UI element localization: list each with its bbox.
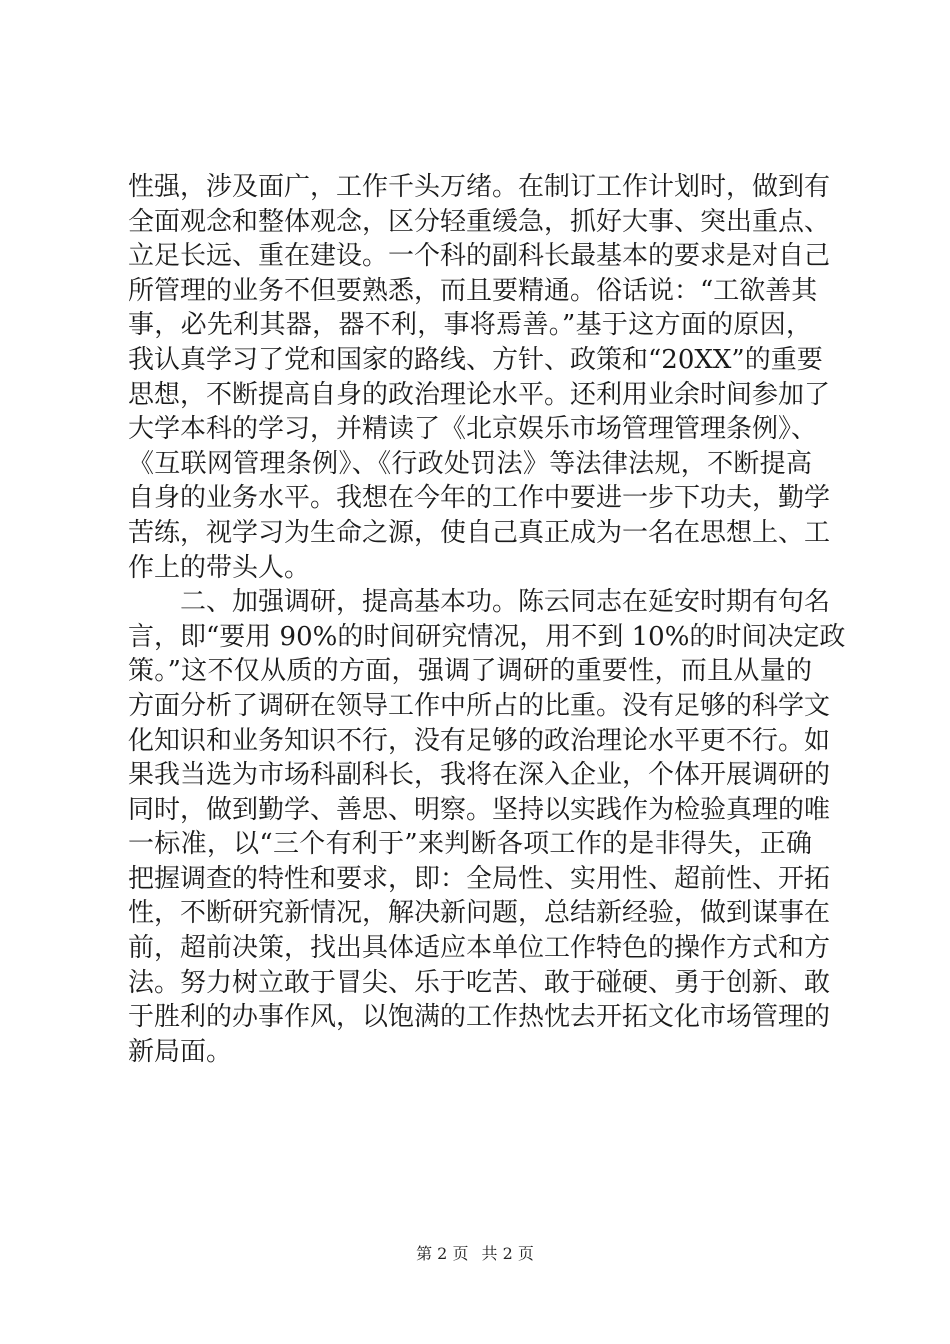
page-number: 第 2 页 <box>416 1244 469 1263</box>
page-total: 共 2 页 <box>481 1244 534 1263</box>
text-line: 新局面。 <box>128 1036 233 1067</box>
text-line: 法。努力树立敢于冒尖、乐于吃苦、敢于碰硬、勇于创新、敢 <box>128 967 831 998</box>
document-body <box>128 170 846 1069</box>
text-line: 化知识和业务知识不行，没有足够的政治理论水平更不行。如 <box>128 725 831 756</box>
text-line: 言，即“要用 90%的时间研究情况，用不到 10%的时间决定政 <box>128 621 846 652</box>
text-line: 我认真学习了党和国家的路线、方针、政策和“20XX”的重要 <box>128 344 823 375</box>
text-line: 苦练，视学习为生命之源，使自己真正成为一名在思想上、工 <box>128 517 831 548</box>
text-line: 果我当选为市场科副科长，我将在深入企业，个体开展调研的 <box>128 760 831 791</box>
text-line: 全面观念和整体观念，区分轻重缓急，抓好大事、突出重点、 <box>128 206 831 237</box>
text-line: 立足长远、重在建设。一个科的副科长最基本的要求是对自己 <box>128 241 831 272</box>
text-line: 事，必先利其器，器不利，事将焉善。”基于这方面的原因， <box>128 310 812 341</box>
text-line: 自身的业务水平。我想在今年的工作中要进一步下功夫，勤学 <box>128 483 831 514</box>
text-line: 策。”这不仅从质的方面，强调了调研的重要性，而且从量的 <box>128 656 812 687</box>
text-line: 前，超前决策，找出具体适应本单位工作特色的操作方式和方 <box>128 933 831 964</box>
page-footer <box>0 1244 950 1264</box>
text-line: 同时，做到勤学、善思、明察。坚持以实践作为检验真理的唯 <box>128 794 831 825</box>
text-line: 性强，涉及面广，工作千头万绪。在制订工作计划时，做到有 <box>128 172 831 202</box>
text-line: 作上的带头人。 <box>128 552 311 583</box>
text-line: 二、加强调研，提高基本功。陈云同志在延安时期有句名 <box>128 587 831 618</box>
text-line: 性，不断研究新情况，解决新问题，总结新经验，做到谋事在 <box>128 898 831 929</box>
text-line: 方面分析了调研在领导工作中所占的比重。没有足够的科学文 <box>128 690 831 721</box>
text-line: 把握调查的特性和要求，即：全局性、实用性、超前性、开拓 <box>128 863 831 894</box>
text-line: 思想，不断提高自身的政治理论水平。还利用业余时间参加了 <box>128 379 831 410</box>
text-line: 一标准，以“三个有利于”来判断各项工作的是非得失，正确 <box>128 829 812 860</box>
text-line: 《互联网管理条例》、《行政处罚法》等法律法规，不断提高 <box>128 448 812 479</box>
text-line: 大学本科的学习，并精读了《北京娱乐市场管理管理条例》、 <box>128 414 818 445</box>
text-line: 所管理的业务不但要熟悉，而且要精通。俗话说：“工欲善其 <box>128 275 818 306</box>
text-line: 于胜利的办事作风，以饱满的工作热忱去开拓文化市场管理的 <box>128 1002 831 1033</box>
